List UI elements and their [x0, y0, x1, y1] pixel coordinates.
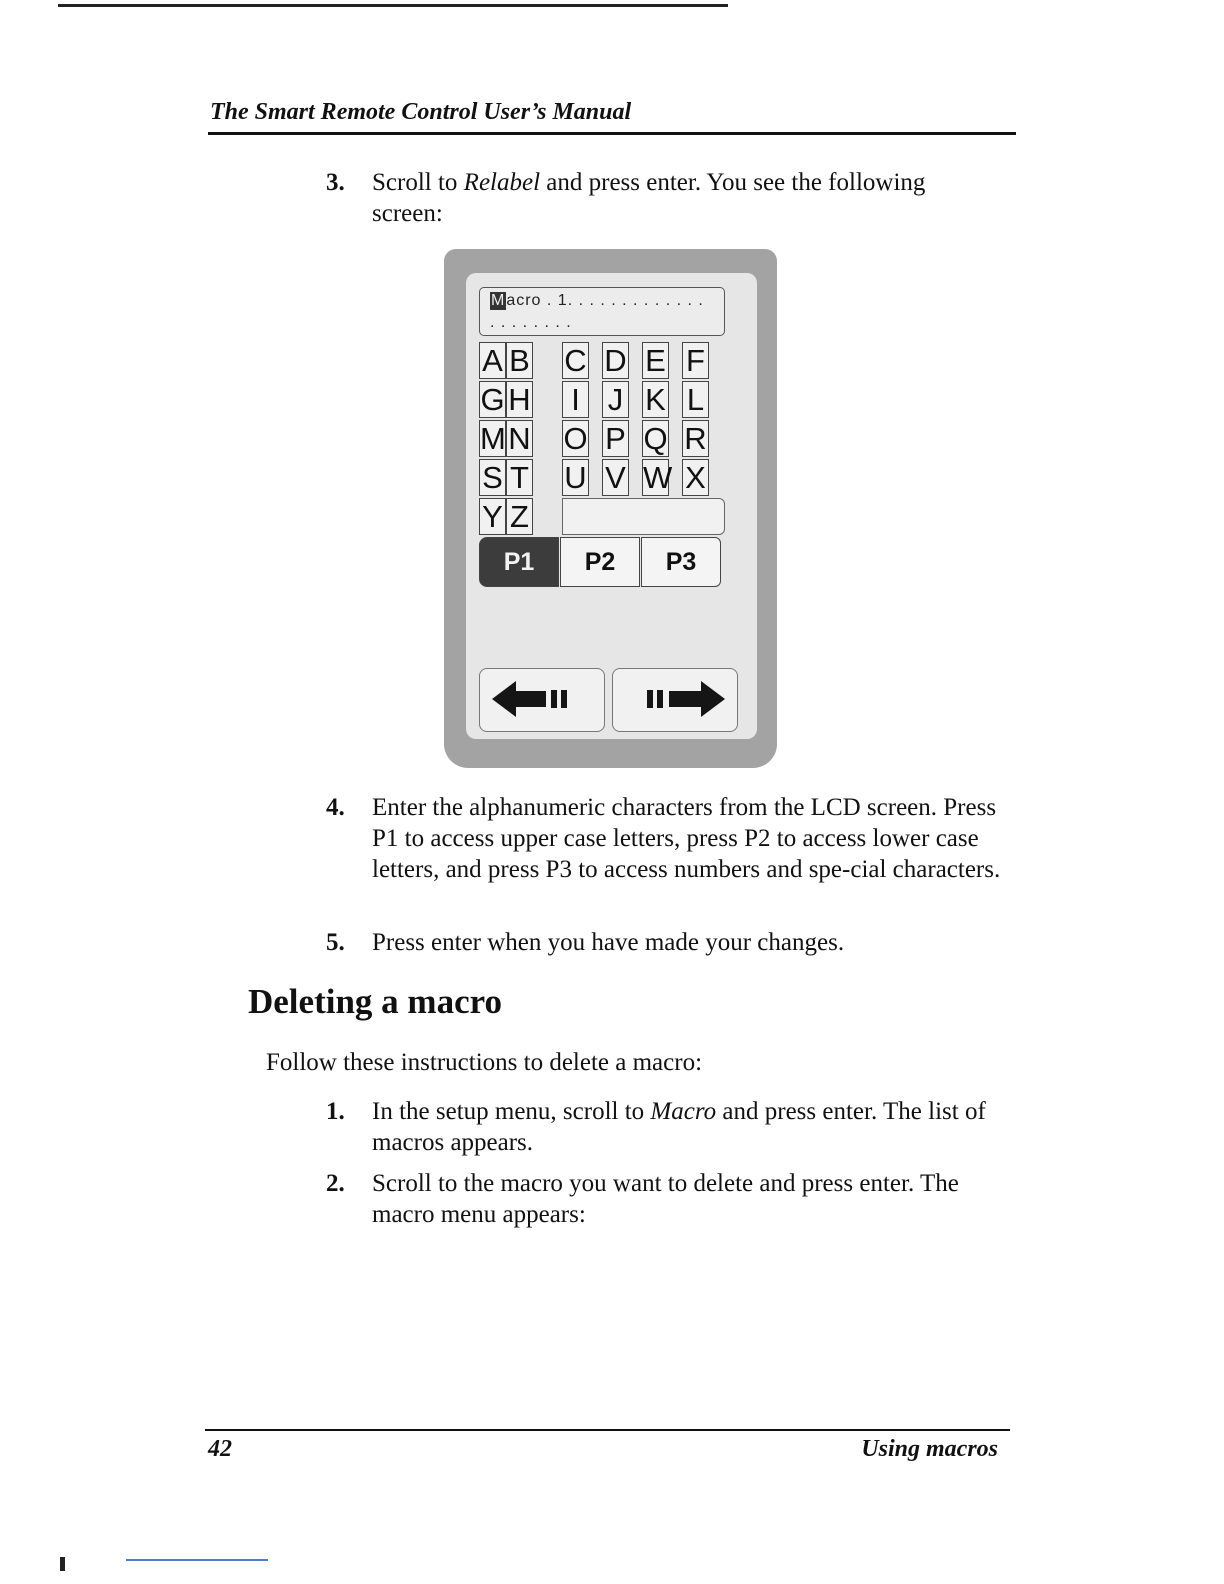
step-text	[372, 167, 1002, 229]
step-text-emphasis: Macro	[650, 1098, 717, 1125]
remote-device-illustration	[444, 249, 777, 768]
key-y[interactable]: Y	[479, 498, 506, 535]
scan-edge-mark	[126, 1559, 268, 1561]
lcd-display	[479, 287, 725, 336]
key-c[interactable]: C	[562, 342, 589, 379]
step-number: 1.	[326, 1098, 345, 1125]
step-number: 5.	[326, 929, 345, 956]
key-k[interactable]: K	[642, 381, 669, 418]
previous-button[interactable]	[479, 668, 605, 732]
step-text: Press enter when you have made your changes.	[372, 929, 845, 956]
key-i[interactable]: I	[562, 381, 589, 418]
key-h[interactable]: H	[506, 381, 533, 418]
key-x[interactable]: X	[682, 459, 709, 496]
section-intro: Follow these instructions to delete a macro:	[266, 1049, 703, 1076]
key-a[interactable]: A	[479, 342, 506, 379]
step-number: 4.	[326, 794, 345, 821]
page-button-p3[interactable]: P3	[641, 537, 721, 587]
step-text-part: and press enter. You see the following screen:	[372, 169, 926, 227]
next-button[interactable]	[612, 668, 738, 732]
header-rule	[208, 132, 1016, 135]
key-g[interactable]: G	[480, 382, 505, 417]
key-f[interactable]: F	[682, 342, 709, 379]
key-w[interactable]: W	[643, 460, 673, 495]
step-number: 3.	[326, 169, 345, 196]
key-u[interactable]: U	[562, 459, 589, 496]
footer-rule	[205, 1429, 1010, 1431]
key-t[interactable]: T	[506, 459, 533, 496]
scan-edge-mark	[58, 4, 728, 7]
key-l[interactable]: L	[682, 381, 709, 418]
key-e[interactable]: E	[642, 342, 669, 379]
lcd-line-1-text: acro . 1. . . . . . . . . . . . .	[506, 292, 704, 309]
key-j[interactable]: J	[602, 381, 629, 418]
page-button-p1[interactable]: P1	[479, 537, 559, 587]
step-text-emphasis: Relabel	[463, 169, 541, 196]
key-b[interactable]: B	[506, 342, 533, 379]
footer-section-title: Using macros	[861, 1436, 998, 1462]
step-text-part: In the setup menu, scroll to	[372, 1098, 651, 1125]
section-heading: Deleting a macro	[248, 982, 503, 1021]
key-n[interactable]: N	[506, 420, 533, 457]
key-d[interactable]: D	[602, 342, 629, 379]
step-text-part: and press enter. The list of macros appears.	[372, 1098, 986, 1156]
key-s[interactable]: S	[479, 459, 506, 496]
step-4	[326, 792, 1006, 916]
key-o[interactable]: O	[563, 421, 588, 456]
key-r[interactable]: R	[682, 420, 709, 457]
step-text: Enter the alphanumeric characters from the LCD screen. Press P1 to access upper case letters, press P2 to access lower case letters, and press P3 to access numbers and spe-cial characters.	[372, 794, 1001, 883]
running-header-title: The Smart Remote Control User’s Manual	[210, 99, 632, 125]
key-blank	[562, 498, 725, 535]
step-2	[326, 1168, 1006, 1232]
step-text	[372, 1096, 1002, 1158]
scan-edge-mark	[60, 1557, 65, 1571]
page-button-p2[interactable]: P2	[560, 537, 640, 587]
step-text-part: Scroll to	[372, 169, 464, 196]
step-3	[326, 167, 1006, 231]
key-z[interactable]: Z	[506, 498, 533, 535]
lcd-line-1	[490, 292, 704, 310]
step-5	[326, 927, 1006, 959]
step-number: 2.	[326, 1170, 345, 1197]
lcd-line-2: . . . . . . . .	[490, 314, 572, 331]
key-p[interactable]: P	[602, 420, 629, 457]
page-number: 42	[208, 1436, 232, 1462]
key-v[interactable]: V	[602, 459, 629, 496]
key-m[interactable]: M	[480, 421, 506, 456]
step-text: Scroll to the macro you want to delete and press enter. The macro menu appears:	[372, 1170, 959, 1228]
key-q[interactable]: Q	[643, 421, 668, 456]
lcd-cursor: M	[491, 292, 506, 309]
step-1	[326, 1096, 1006, 1160]
relabel-screen	[466, 273, 757, 739]
